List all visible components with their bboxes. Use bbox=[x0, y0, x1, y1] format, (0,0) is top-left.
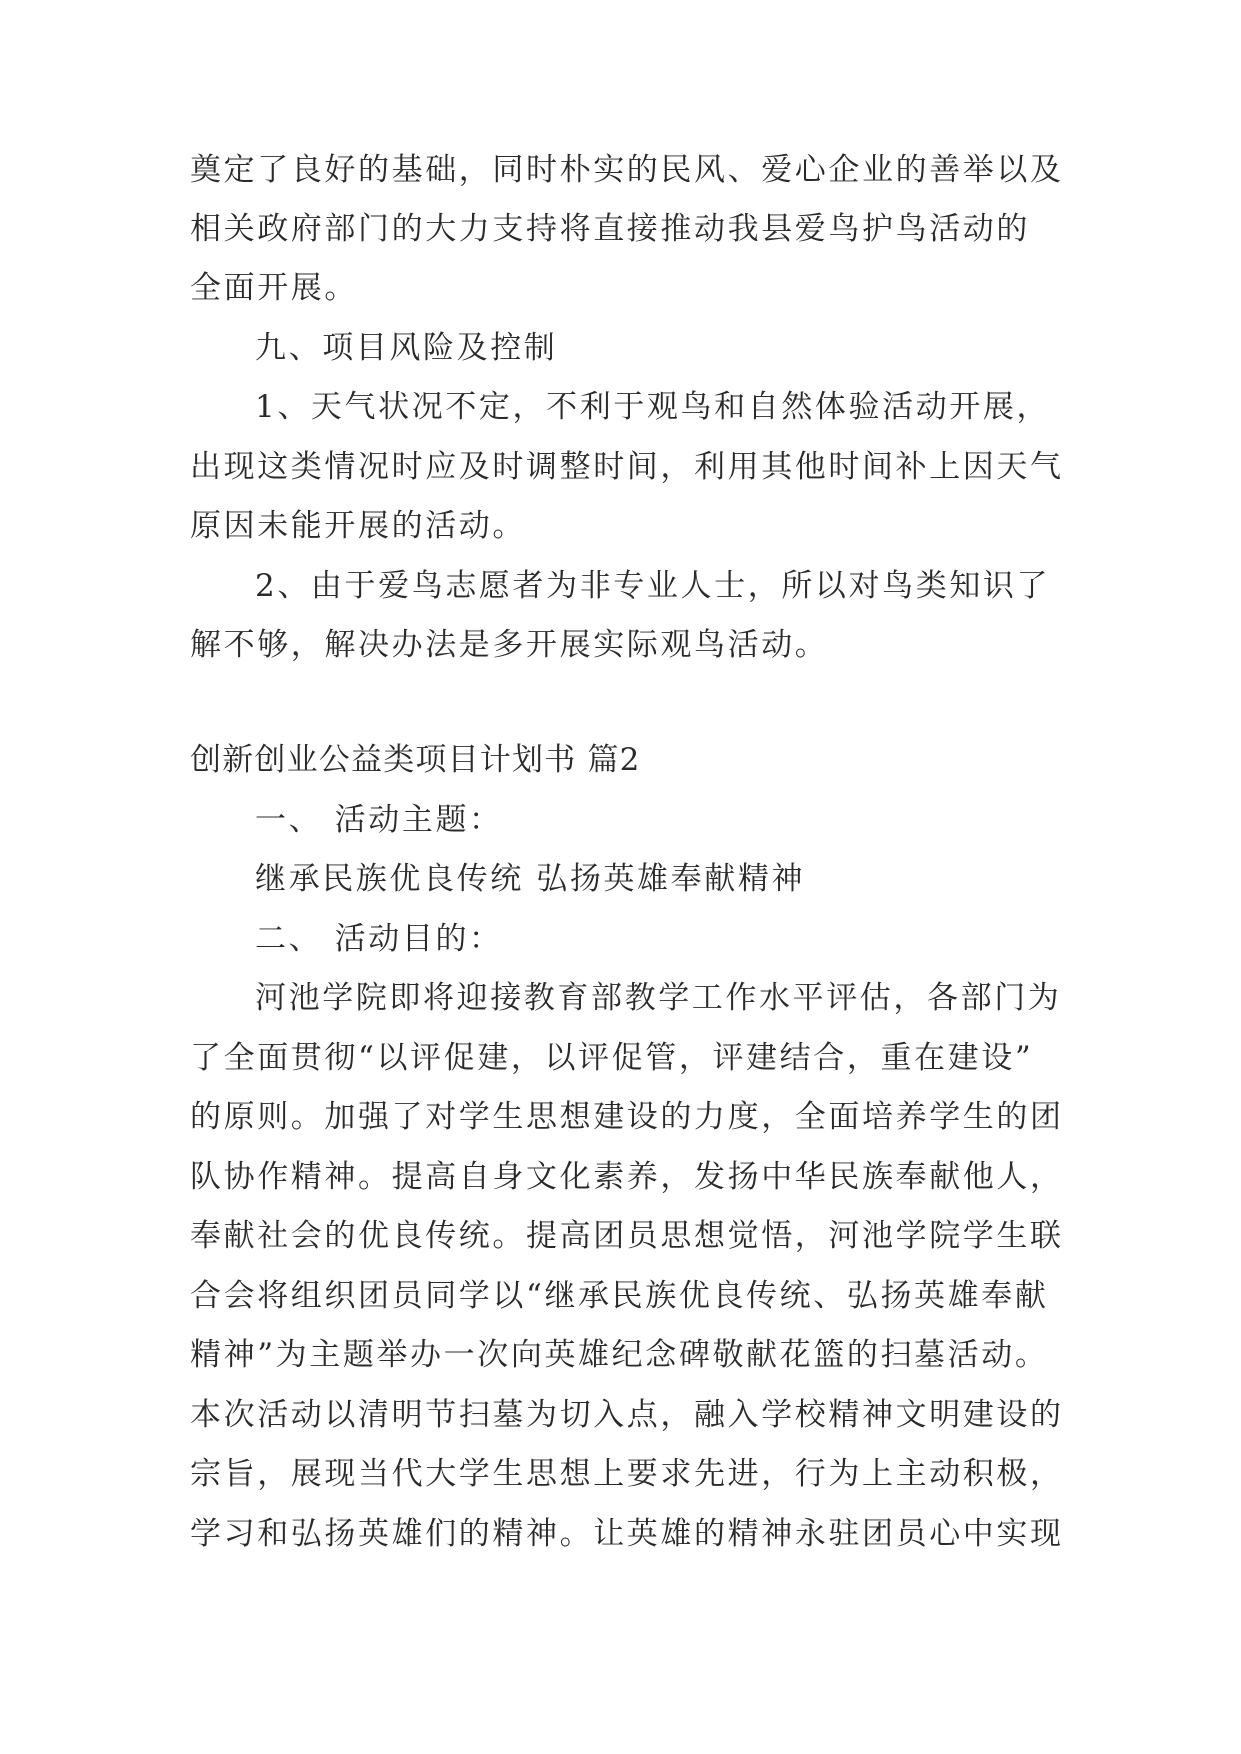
body-text-line: 本次活动以清明节扫墓为切入点，融入学校精神文明建设的 bbox=[190, 1397, 1064, 1433]
body-text-line: 合会将组织团员同学以“继承民族优良传统、弘扬英雄奉献 bbox=[190, 1278, 1049, 1314]
body-text-line: 队协作精神。提高自身文化素养，发扬中华民族奉献他人， bbox=[190, 1159, 1064, 1195]
body-text-line: 精神”为主题举办一次向英雄纪念碑敬献花篮的扫墓活动。 bbox=[190, 1337, 1049, 1373]
body-text-line: 奉献社会的优良传统。提高团员思想觉悟，河池学院学生联 bbox=[190, 1218, 1064, 1254]
body-text-line: 的原则。加强了对学生思想建设的力度，全面培养学生的团 bbox=[190, 1099, 1064, 1135]
body-text-line: 学习和弘扬英雄们的精神。让英雄的精神永驻团员心中实现 bbox=[190, 1516, 1064, 1552]
body-text-line: 原因未能开展的活动。 bbox=[190, 508, 526, 544]
section-heading: 二、 活动目的： bbox=[255, 921, 503, 957]
body-text-line: 奠定了良好的基础，同时朴实的民风、爱心企业的善举以及 bbox=[190, 152, 1064, 188]
list-item-text: 1、天气状况不定，不利于观鸟和自然体验活动开展， bbox=[255, 389, 1051, 425]
section-heading: 一、 活动主题： bbox=[255, 802, 503, 838]
body-text-line: 宗旨，展现当代大学生思想上要求先进，行为上主动积极， bbox=[190, 1456, 1064, 1492]
section-heading: 九、项目风险及控制 bbox=[255, 330, 558, 366]
body-text-line: 解不够，解决办法是多开展实际观鸟活动。 bbox=[190, 627, 829, 663]
document-title: 创新创业公益类项目计划书 篇2 bbox=[190, 742, 641, 778]
body-text-line: 了全面贯彻“以评促建，以评促管，评建结合，重在建设” bbox=[190, 1040, 1034, 1076]
body-text-line: 相关政府部门的大力支持将直接推动我县爱鸟护鸟活动的 bbox=[190, 211, 1030, 247]
theme-text: 继承民族优良传统 弘扬英雄奉献精神 bbox=[255, 861, 806, 897]
body-text-line: 全面开展。 bbox=[190, 270, 358, 306]
body-text-line: 出现这类情况时应及时调整时间，利用其他时间补上因天气 bbox=[190, 449, 1064, 485]
body-text-line: 河池学院即将迎接教育部教学工作水平评估，各部门为 bbox=[255, 980, 1062, 1016]
list-item-text: 2、由于爱鸟志愿者为非专业人士，所以对鸟类知识了 bbox=[255, 568, 1051, 604]
